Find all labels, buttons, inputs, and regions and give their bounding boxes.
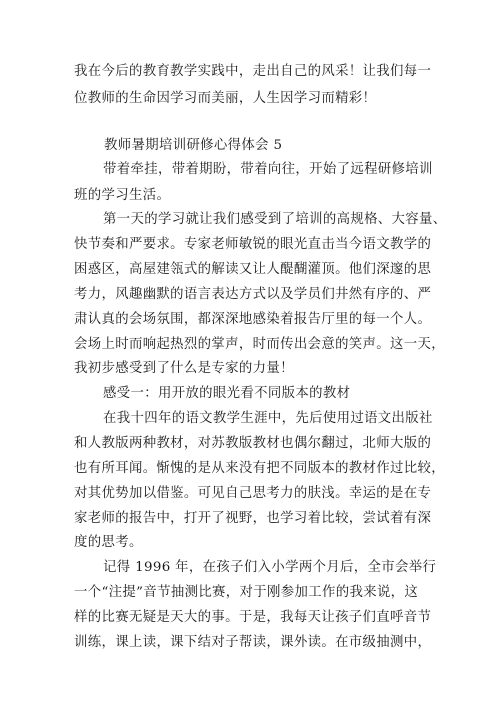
section-title: 教师暑期培训研修心得体会 5 (104, 138, 283, 153)
text-line: 样的比赛无疑是天大的事。于是，我每天让孩子们直呼音节 (74, 610, 432, 625)
text-line: 和人教版两种教材，对苏教版教材也偶尔翻过，北师大版的 (74, 436, 432, 451)
text-line: 我初步感受到了什么是专家的力量！ (74, 361, 294, 376)
text-line: 家老师的报告中，打开了视野，也学习着比较，尝试着有深 (74, 511, 432, 526)
text-line: 位教师的生命因学习而美丽，人生因学习而精彩！ (74, 91, 377, 106)
text-line: 也有所耳闻。惭愧的是从来没有把不同版本的教材作过比较， (74, 461, 445, 476)
text-line: 快节奏和严要求。专家老师敏锐的眼光直击当今语文教学的 (74, 237, 432, 252)
text-line: 会场上时而响起热烈的掌声，时而传出会意的笑声。这一天， (74, 337, 445, 352)
text-line: 我在今后的教育教学实践中，走出自己的风采！让我们每一 (74, 64, 432, 79)
text-line: 一个“注提”音节抽测比赛，对于刚参加工作的我来说，这 (74, 585, 419, 600)
text-line: 带着牵挂，带着期盼，带着向往，开始了远程研修培训 (103, 162, 433, 177)
text-line: 考力，风趣幽默的语言表达方式以及学员们井然有序的、严 (74, 287, 432, 302)
subheading: 感受一：用开放的眼光看不同版本的教材 (103, 386, 351, 401)
text-line: 困惑区，高屋建瓴式的解读又让人醍醐灌顶。他们深邃的思 (74, 262, 432, 277)
text-line: 在我十四年的语文教学生涯中，先后使用过语文出版社 (103, 411, 433, 426)
text-line: 训练，课上读，课下结对子帮读，课外读。在市级抽测中， (74, 635, 432, 650)
text-line: 班的学习生活。 (74, 188, 171, 203)
text-line: 第一天的学习就让我们感受到了培训的高规格、大容量、 (103, 212, 447, 227)
text-line: 度的思考。 (74, 535, 143, 550)
text-line: 记得 1996 年，在孩子们入小学两个月后，全市会举行 (103, 560, 437, 575)
text-line: 肃认真的会场氛围，都深深地感染着报告厅里的每一个人。 (74, 312, 432, 327)
text-line: 对其优势加以借鉴。可见自己思考力的肤浅。幸运的是在专 (74, 486, 432, 501)
